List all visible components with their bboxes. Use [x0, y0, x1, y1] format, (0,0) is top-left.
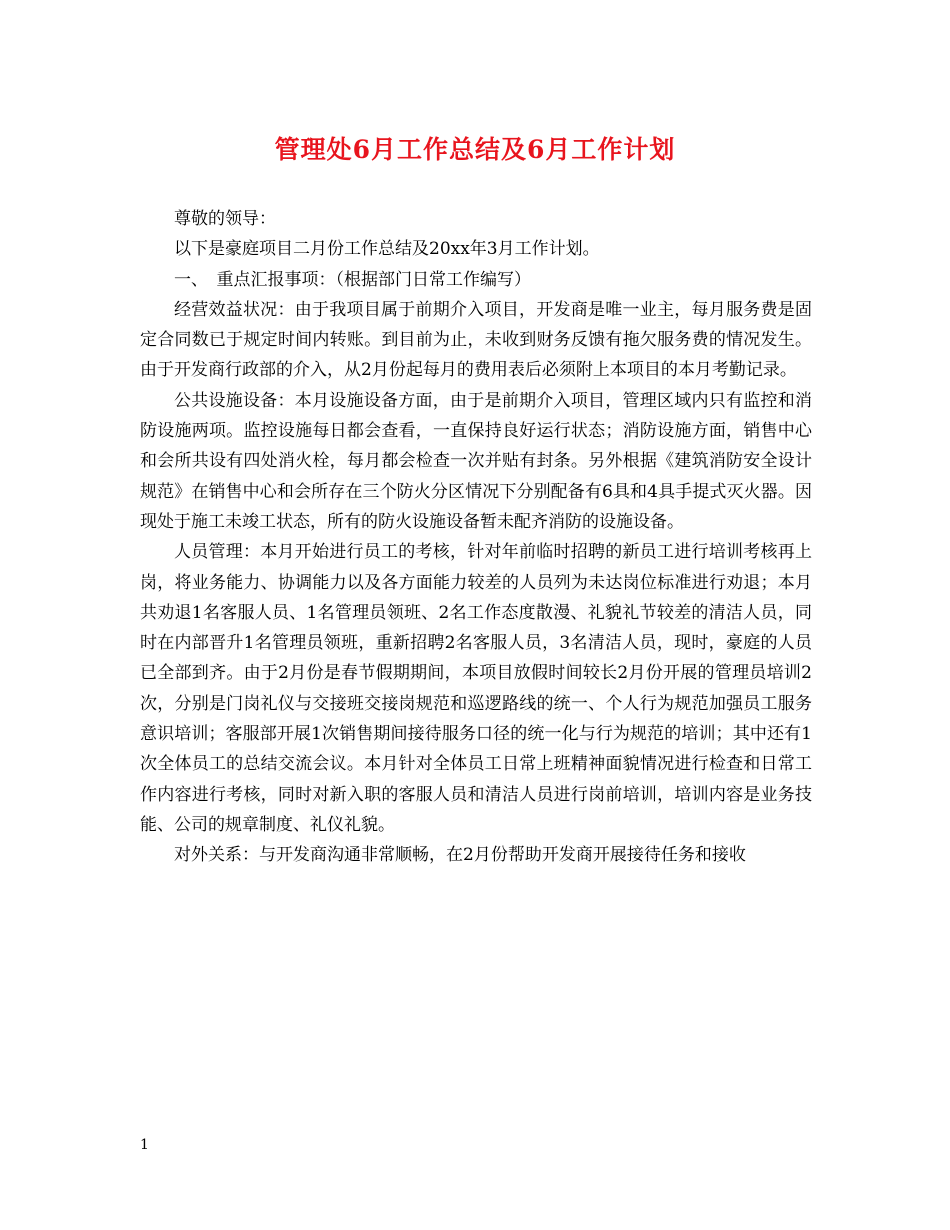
document-title: 管理处6月工作总结及6月工作计划 [274, 135, 676, 164]
business-status-paragraph: 经营效益状况：由于我项目属于前期介入项目，开发商是唯一业主，每月服务费是固定合同数已于规定时间内转账。到目前为止，未收到财务反馈有拖欠服务费的情况发生。由于开发商行政部的介入，从2月份起每月的费用表后必须附上本项目的本月考勤记录。 [140, 299, 812, 381]
section-heading: 一、 重点汇报事项：（根据部门日常工作编写） [174, 269, 531, 290]
intro-paragraph: 以下是豪庭项目二月份工作总结及20xx年3月工作计划。 [174, 239, 600, 260]
salutation-paragraph: 尊敬的领导： [174, 209, 276, 229]
document-body [140, 204, 812, 871]
personnel-management-paragraph: 人员管理：本月开始进行员工的考核，针对年前临时招聘的新员工进行培训考核再上岗，将业务能力、协调能力以及各方面能力较差的人员列为未达岗位标准进行劝退；本月共劝退1名客服人员、1名管理员领班、2名工作态度散漫、礼貌礼节较差的清洁人员，同时在内部晋升1名管理员领班，重新招聘2名客服人员，3名清洁人员，现时，豪庭的人员已全部到齐。由于2月份是春节假期期间，本项目放假时间较长2月份开展的管理员培训2次，分别是门岗礼仪与交接班交接岗规范和巡逻路线的统一、个人行为规范加强员工服务意识培训；客服部开展1次销售期间接待服务口径的统一化与行为规范的培训；其中还有1次全体员工的总结交流会议。本月针对全体员工日常上班精神面貌情况进行检查和日常工作内容进行考核，同时对新入职的客服人员和清洁人员进行岗前培训，培训内容是业务技能、公司的规章制度、礼仪礼貌。 [140, 542, 812, 835]
page-number: 1 [140, 1137, 149, 1153]
external-relations-paragraph: 对外关系：与开发商沟通非常顺畅，在2月份帮助开发商开展接待任务和接收 [174, 845, 746, 866]
public-facilities-paragraph: 公共设施设备：本月设施设备方面，由于是前期介入项目，管理区域内只有监控和消防设施两项。监控设施每日都会查看，一直保持良好运行状态；消防设施方面，销售中心和会所共设有四处消火栓，每月都会检查一次并贴有封条。另外根据《建筑消防安全设计规范》在销售中心和会所存在三个防火分区情况下分别配备有6具和4具手提式灭火器。因现处于施工未竣工状态，所有的防火设施设备暂未配齐消防的设施设备。 [140, 390, 812, 532]
